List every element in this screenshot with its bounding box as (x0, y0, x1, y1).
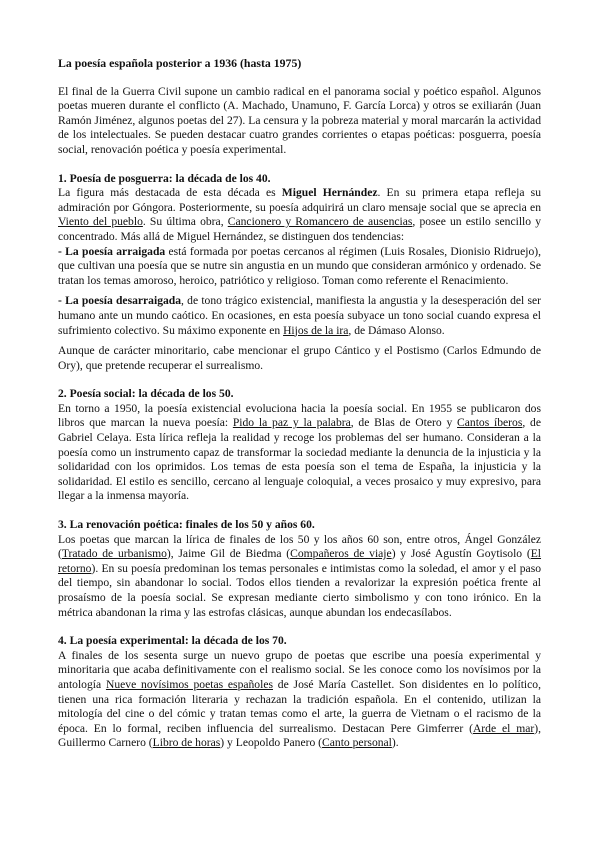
work-title: Arde el mar (472, 721, 535, 735)
paragraph: Aunque de carácter minoritario, cabe mencionar el grupo Cántico y el Postismo (Carlos Edmundo de Ory), que pretende recuperar el surrealismo. (58, 344, 541, 372)
term-highlight: - La poesía desarraigada (58, 294, 182, 308)
work-title: Tratado de urbanismo (61, 547, 167, 561)
work-title: Viento del pueblo (58, 215, 143, 229)
section-posguerra (58, 172, 541, 374)
paragraph: En torno a 1950, la poesía existencial evoluciona hacia la poesía social. En 1955 se publicaron dos libros que marcan la nueva poesía: Pido la paz y la palabra, de Blas de Otero y Cantos íberos, de Gabriel Celaya. Esta lírica refleja la realidad y recoge los problemas del ser humano. Consideran a la poesía como un instrumento capaz de transformar la sociedad mediante la denuncia de la injusticia y la solidaridad con los oprimidos. Los temas de esta poesía son el tema de España, la injusticia y la solidaridad. El estilo es sencillo, cercano al lenguaje coloquial, a veces prosaico y muy expresivo, para llegar a la inmensa mayoría. (58, 401, 541, 503)
work-title: Cancionero y Romancero de ausencias (227, 215, 413, 229)
work-title: El retorno (58, 547, 542, 575)
section-experimental (58, 634, 541, 751)
work-title: Canto personal (322, 736, 392, 750)
paragraph: - La poesía desarraigada, de tono trágico existencial, manifiesta la angustia y la desesperación del ser humano ante un mundo caótico. En ocasiones, en esta poesía subyace un tono social cuando expresa el sufrimiento colectivo. Su máximo exponente en Hijos de la ira, de Dámaso Alonso. (58, 294, 542, 337)
paragraph: Los poetas que marcan la lírica de finales de los 50 y los años 60 son, entre otros, Ángel González (Tratado de urbanismo), Jaime Gil de Biedma (Compañeros de viaje) y José Agustín Goytisolo (El retorno). En su poesía predominan los temas personales e intimistas como la soledad, el amor y el paso del tiempo, sin abandonar lo social. Todos ellos tienden a revalorizar la expresión poética frente al prosaísmo de la poesía social. Se expresan mediante cierto simbolismo y con tono irónico. En la métrica abandonan la rima y las estrofas clásicas, aunque abundan los endecasílabos. (58, 532, 542, 619)
work-title: Nueve novísimos poetas españoles (105, 677, 273, 691)
paragraph: - La poesía arraigada está formada por poetas cercanos al régimen (Luis Rosales, Dionisio Ridruejo), que cultivan una poesía que se nutre sin angustia en un mundo que consideran armónico y ordenado. Se tratan los temas amoroso, heroico, patriótico y religioso. Toman como referente el Renacimiento. (58, 244, 541, 287)
section-heading: 1. Poesía de posguerra: la década de los 40. (58, 171, 271, 185)
author-name: Miguel Hernández (281, 186, 378, 200)
work-title: Compañeros de viaje (290, 547, 392, 561)
intro-paragraph: El final de la Guerra Civil supone un cambio radical en el panorama social y poético español. Algunos poetas mueren durante el conflicto (A. Machado, Unamuno, F. García Lorca) y otros se exiliarán (Juan Ramón Jiménez, algunos poetas del 27). La censura y la pobreza material y moral marcarán la actividad de los intelectuales. Se pueden destacar cuatro grandes corrientes o etapas poéticas: posguerra, poesía social, renovación poética y poesía experimental. (58, 84, 541, 156)
document-title: La poesía española posterior a 1936 (hasta 1975) (58, 56, 302, 70)
work-title: Cantos íberos (457, 416, 523, 430)
paragraph: A finales de los sesenta surge un nuevo grupo de poetas que escribe una poesía experimental y minoritaria que acaba definitivamente con el realismo social. Se les conoce como los novísimos por la antología Nueve novísimos poetas españoles de José María Castellet. Son disidentes en lo político, tienen una rica formación literaria y rechazan la tradición española. En el contenido, utilizan la mitología del cine o del cómic y tratan temas como el arte, la guerra de Vietnam o el racismo de la época. En lo formal, reciben influencia del surrealismo. Destacan Pere Gimferrer (Arde el mar), Guillermo Carnero (Libro de horas) y Leopoldo Panero (Canto personal). (58, 648, 541, 750)
section-renovacion (58, 518, 541, 620)
section-heading: 4. La poesía experimental: la década de los 70. (58, 634, 287, 648)
paragraph: La figura más destacada de esta década es Miguel Hernández. En su primera etapa refleja su admiración por Góngora. Posteriormente, su poesía adquirirá un claro mensaje social que se aprecia en Viento del pueblo. Su última obra, Cancionero y Romancero de ausencias, posee un estilo sencillo y concentrado. Más allá de Miguel Hernández, se distinguen dos tendencias: (58, 186, 541, 243)
work-title: Pido la paz y la palabra (232, 416, 351, 430)
section-poesia-social (58, 387, 541, 504)
term-highlight: - La poesía arraigada (58, 244, 166, 258)
work-title: Libro de horas (152, 736, 221, 750)
section-heading: 3. La renovación poética: finales de los 50 y años 60. (58, 518, 315, 532)
document-page (58, 56, 541, 765)
section-heading: 2. Poesía social: la década de los 50. (58, 387, 234, 401)
work-title: Hijos de la ira (283, 323, 349, 337)
